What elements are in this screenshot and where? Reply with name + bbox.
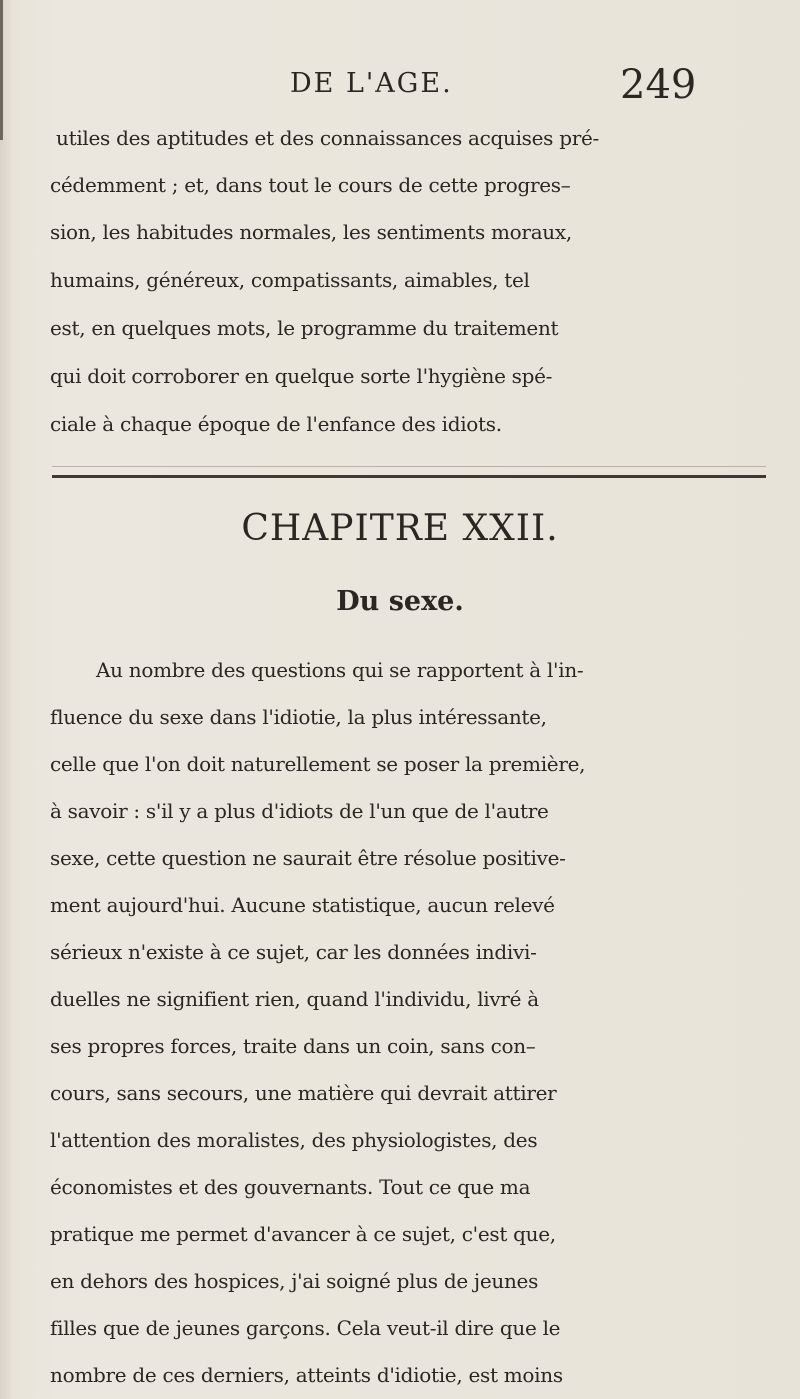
text-line: fluence du sexe dans l'idiotie, la plus intéressante,: [50, 705, 547, 729]
text-line: humains, généreux, compatissants, aimables, tel: [50, 268, 530, 292]
text-line: à savoir : s'il y a plus d'idiots de l'un que de l'autre: [50, 799, 549, 823]
text-line: duelles ne signifient rien, quand l'individu, livré à: [50, 987, 539, 1011]
text-line: nombre de ces derniers, atteints d'idiotie, est moins: [50, 1363, 563, 1387]
text-line: ciale à chaque époque de l'enfance des idiots.: [50, 412, 502, 436]
page-number: 249: [620, 62, 697, 108]
text-line: économistes et des gouvernants. Tout ce que ma: [50, 1175, 531, 1199]
text-line: ses propres forces, traite dans un coin, sans con–: [50, 1034, 536, 1058]
text-line: celle que l'on doit naturellement se poser la première,: [50, 752, 586, 776]
text-line: pratique me permet d'avancer à ce sujet, c'est que,: [50, 1222, 556, 1246]
text-line: filles que de jeunes garçons. Cela veut-il dire que le: [50, 1316, 561, 1340]
text-line: sion, les habitudes normales, les sentiments moraux,: [50, 220, 572, 244]
text-line: cédemment ; et, dans tout le cours de cette progres–: [50, 173, 571, 197]
section-divider: [52, 475, 766, 478]
running-head: DE L'AGE.: [290, 68, 453, 99]
text-line: Au nombre des questions qui se rapportent à l'in-: [96, 658, 584, 682]
text-line: qui doit corroborer en quelque sorte l'hygiène spé-: [50, 364, 553, 388]
text-line: cours, sans secours, une matière qui devrait attirer: [50, 1081, 557, 1105]
chapter-title: CHAPITRE XXII.: [241, 508, 559, 549]
chapter-subtitle: Du sexe.: [336, 586, 464, 617]
text-line: est, en quelques mots, le programme du traitement: [50, 316, 559, 340]
text-line: sérieux n'existe à ce sujet, car les données indivi-: [50, 940, 537, 964]
text-line: en dehors des hospices, j'ai soigné plus de jeunes: [50, 1269, 539, 1293]
page-header: [0, 62, 800, 112]
text-line: l'attention des moralistes, des physiologistes, des: [50, 1128, 538, 1152]
section-divider-shadow: [52, 466, 766, 467]
text-line: sexe, cette question ne saurait être résolue positive-: [50, 846, 566, 870]
text-line: ment aujourd'hui. Aucune statistique, aucun relevé: [50, 893, 555, 917]
text-line: utiles des aptitudes et des connaissances acquises pré-: [56, 126, 599, 150]
